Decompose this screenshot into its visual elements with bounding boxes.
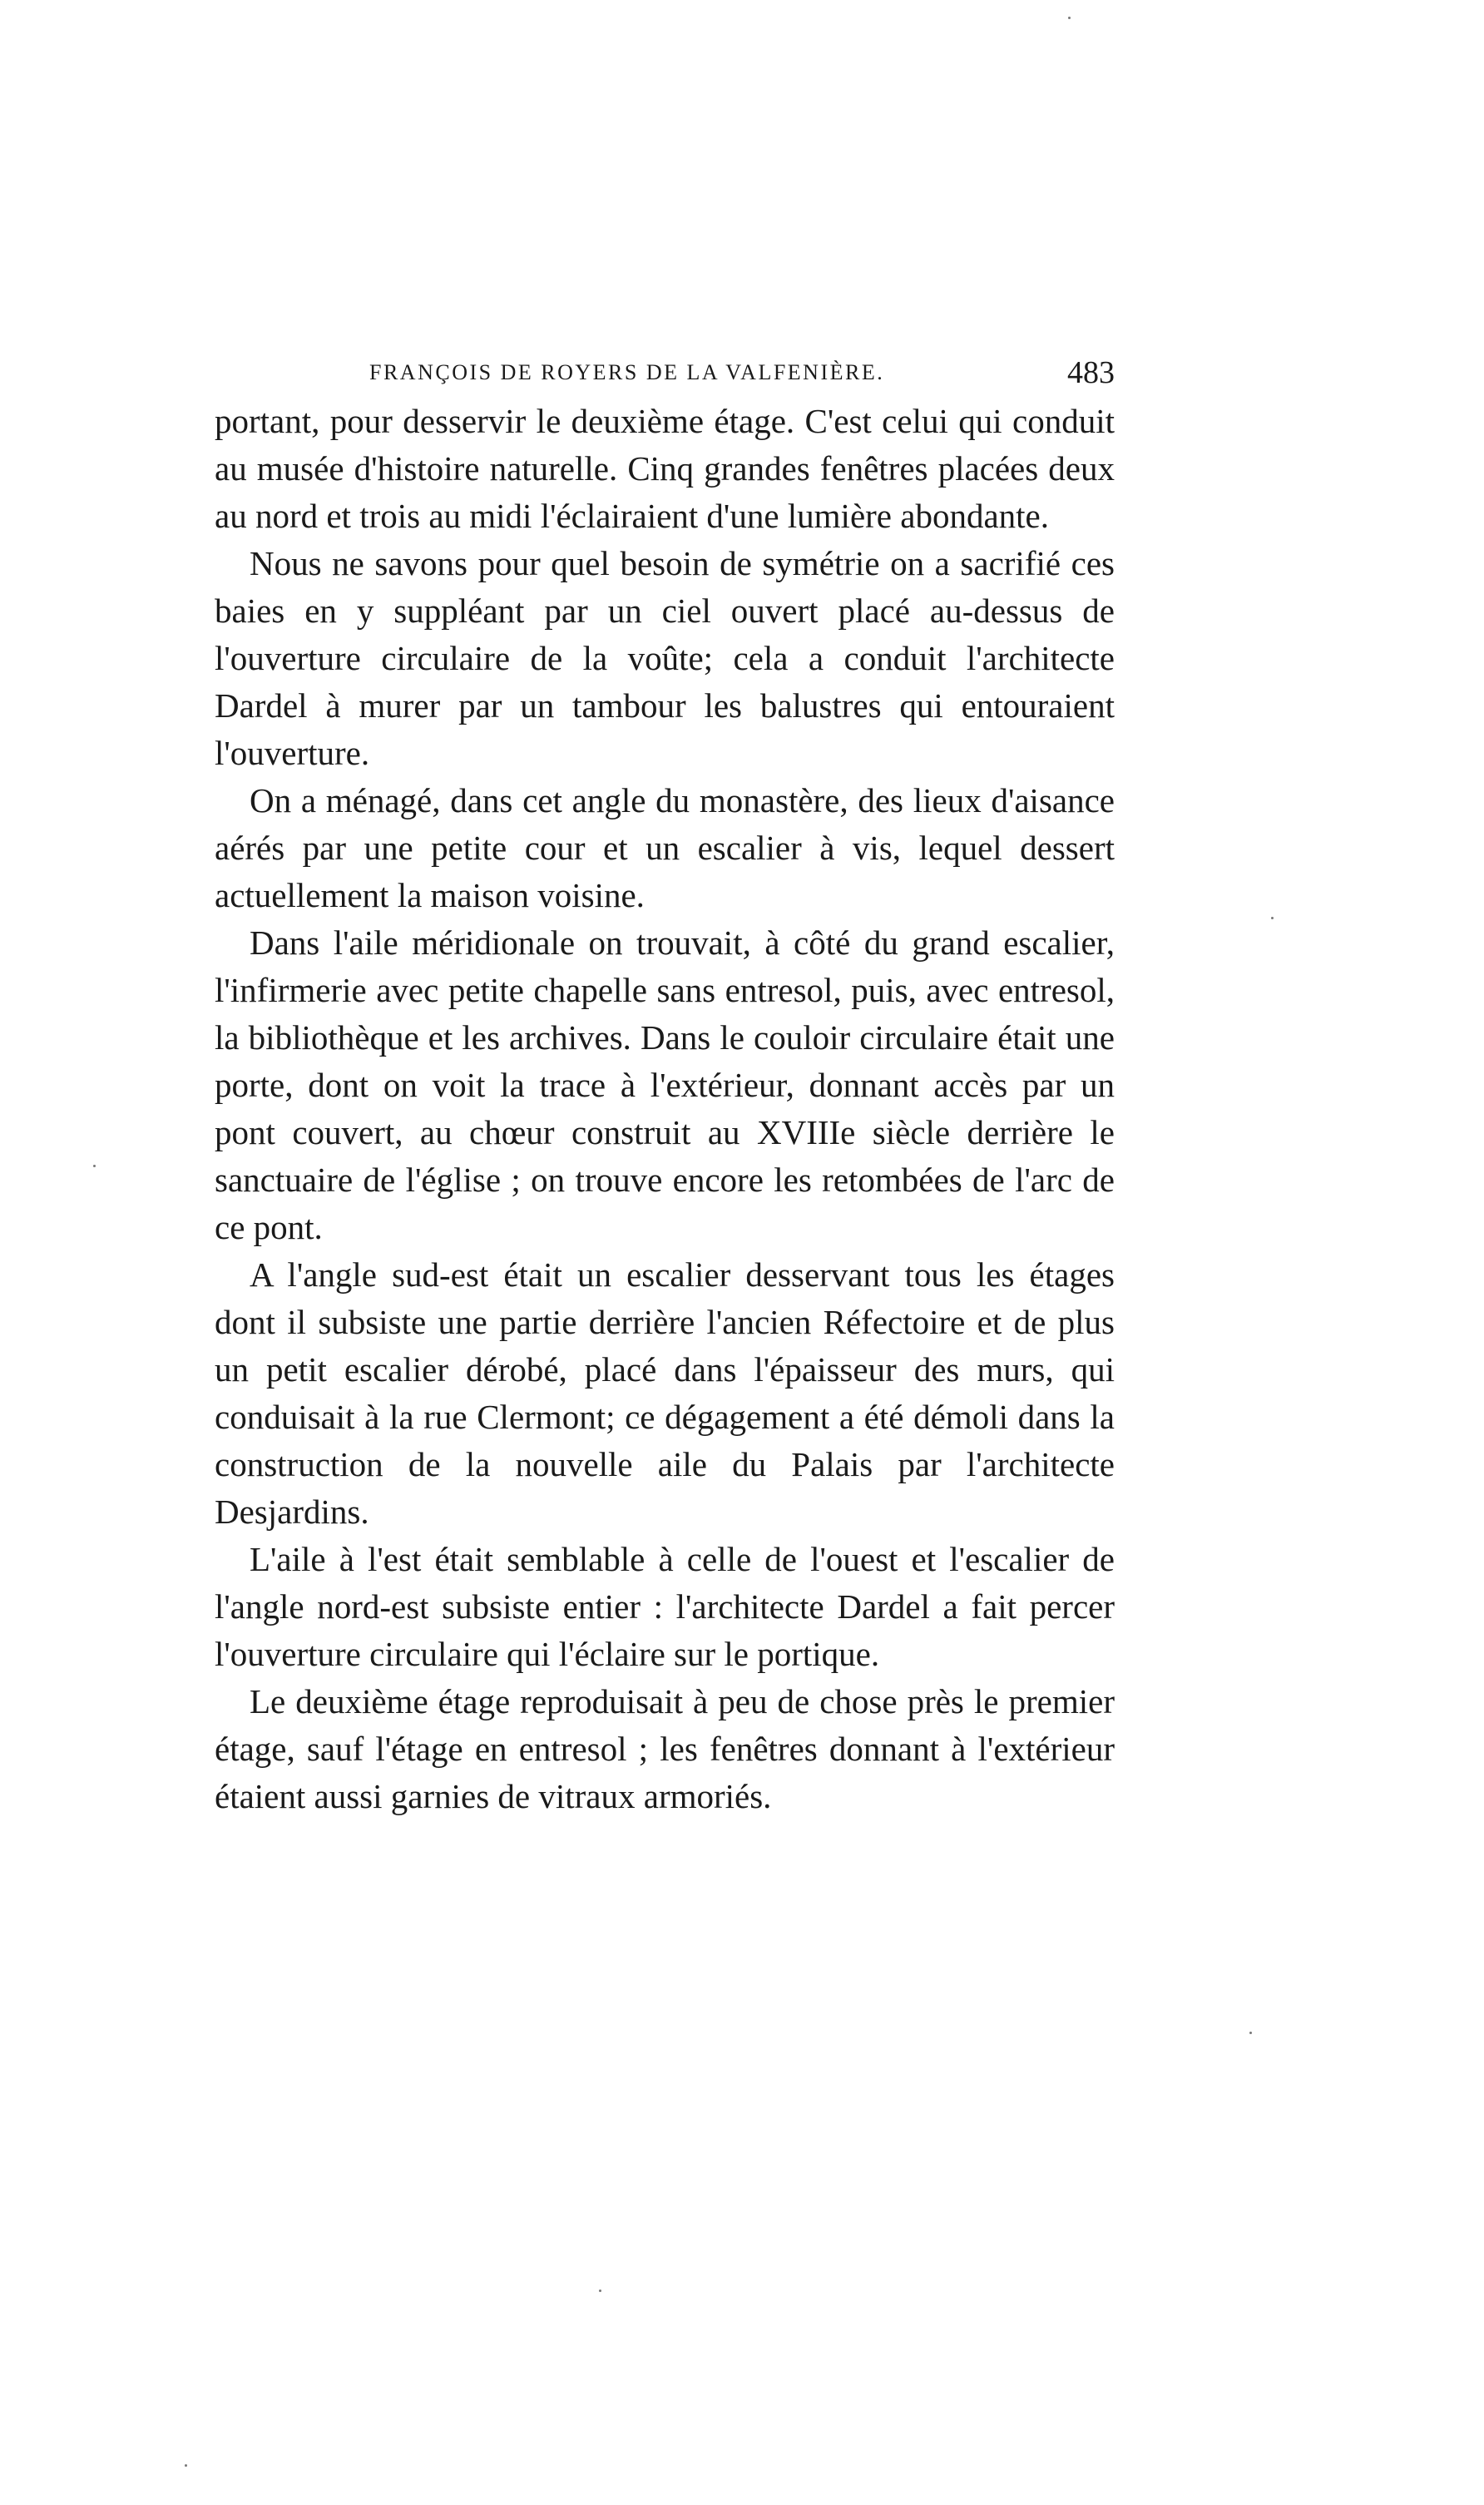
paper-speck	[93, 1165, 96, 1167]
running-title: FRANÇOIS DE ROYERS DE LA VALFENIÈRE.	[369, 360, 885, 384]
body-text	[215, 398, 1115, 1820]
paper-speck	[1068, 17, 1071, 19]
paragraph-6: L'aile à l'est était semblable à celle de l'ouest et l'escalier de l'angle nord-est subsiste entier : l'architecte Dardel a fait percer l'ouverture circulaire qui l'éclaire sur le portique.	[215, 1540, 1115, 1673]
paragraph-5: A l'angle sud-est était un escalier desservant tous les étages dont il subsiste une partie derrière l'ancien Réfectoire et de plus un petit escalier dérobé, placé dans l'épaisseur des murs, qui conduisait à la rue Clermont; ce dégagement a été démoli dans la construction de la nouvelle aile du Palais par l'architecte Desjardins.	[215, 1255, 1115, 1531]
paper-speck	[599, 2290, 601, 2292]
paragraph-7: Le deuxième étage reproduisait à peu de chose près le premier étage, sauf l'étage en entresol ; les fenêtres donnant à l'extérieur étaient aussi garnies de vitraux armoriés.	[215, 1682, 1115, 1815]
paper-speck	[1249, 2032, 1252, 2034]
paper-speck	[1271, 917, 1274, 919]
paragraph-3: On a ménagé, dans cet angle du monastère, des lieux d'aisance aérés par une petite cour et un escalier à vis, lequel dessert actuellement la maison voisine.	[215, 781, 1115, 914]
paragraph-2: Nous ne savons pour quel besoin de symétrie on a sacrifié ces baies en y suppléant par un ciel ouvert placé au-dessus de l'ouverture circulaire de la voûte; cela a conduit l'architecte Dardel à murer par un tambour les balustres qui entouraient l'ouverture.	[215, 544, 1115, 772]
paragraph-4: Dans l'aile méridionale on trouvait, à côté du grand escalier, l'infirmerie avec petite chapelle sans entresol, puis, avec entresol, la bibliothèque et les archives. Dans le couloir circulaire était une porte, dont on voit la trace à l'extérieur, donnant accès par un pont couvert, au chœur construit au XVIIIe siècle derrière le sanctuaire de l'église ; on trouve encore les retombées de l'arc de ce pont.	[215, 923, 1115, 1246]
running-head	[215, 348, 1115, 398]
paragraph-1: portant, pour desservir le deuxième étage. C'est celui qui conduit au musée d'histoire naturelle. Cinq grandes fenêtres placées deux au nord et trois au midi l'éclairaient d'une lumière abondante.	[215, 402, 1115, 535]
paper-speck	[185, 2464, 187, 2467]
page-number: 483	[1067, 355, 1115, 390]
